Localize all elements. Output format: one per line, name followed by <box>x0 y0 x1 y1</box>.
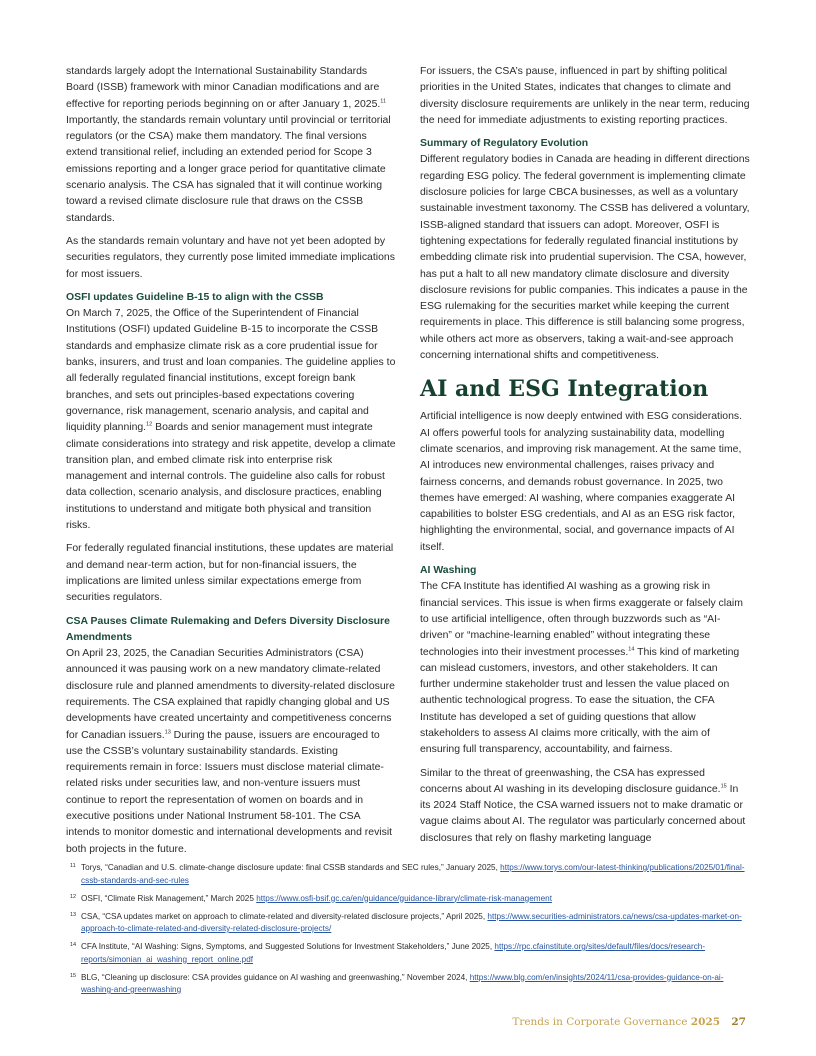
footnote-ref-15[interactable]: 15 <box>720 783 727 790</box>
footnotes <box>70 862 750 1002</box>
paragraph-csa-ai-washing: Similar to the threat of greenwashing, the CSA has expressed concerns about AI washing in its developing disclosure guidance.$^{15}$ In its 2024 Staff Notice, the CSA warned issuers not to make dramatic or vague claims about AI. The regulator was particularly concerned about disclosures that rely on flashy marketing language <box>420 767 746 844</box>
heading-ai-washing: AI Washing <box>420 565 477 577</box>
paragraph-ai-esg-intro: Artificial intelligence is now deeply entwined with ESG considerations. AI offers powerful tools for analyzing sustainability data, modelling climate scenarios, and improving risk management. At the same time, AI introduces new environmental challenges, raises privacy and fairness concerns, and demands robust governance. In 2025, two themes have emerged: AI washing, where companies exaggerate AI capabilities to bolster ESG credentials, and AI as an ESG risk factor, highlighting the environmental, social, and governance impacts of AI itself. <box>420 411 742 553</box>
paragraph-cfa-ai-washing: The CFA Institute has identified AI washing as a growing risk in financial services. This issue is when firms exaggerate or falsely claim to use artificial intelligence, often through buzzwords such as “AI-driven” or “machine-learning enabled” without integrating these technologies into their investment processes.$^{14}$ This kind of marketing can mislead customers, investors, and other stakeholders. It can further undermine stakeholder trust and lessen the value placed on authentic technological progress. To ease the situation, the CFA Institute has developed a set of guiding questions that allow stakeholders to assess AI claims more critically, with the aim of ensuring full transparency, accountability, and fairness. <box>420 581 743 756</box>
footnote-13 <box>70 911 750 936</box>
paragraph-regulatory-summary: Different regulatory bodies in Canada are heading in different directions regarding ESG policy. The federal government is implementing climate disclosure policies for large CBCA businesses, as well as a voluntary sustainable investment taxonomy. The CSSB has delivered a voluntary, ISSB-aligned standard that issuers can adopt. Moreover, OSFI is tightening expectations for federally regulated financial institutions by embedding climate risk into prudential supervision. The CSA, however, has put a halt to all new mandatory climate disclosure and diversity disclosure revisions for public companies. This indicates a pause in the ESG rulemaking for the securities market while keeping the current requirements in place. This difference is still balancing some progress, while others act more as observers, taking a wait-and-see approach concerning international shifts and competitiveness. <box>420 154 750 362</box>
footnote-12 <box>70 893 750 906</box>
footnote-ref-12[interactable]: 12 <box>146 421 153 428</box>
paragraph-issuers-pause: For issuers, the CSA’s pause, influenced in part by shifting political priorities in the United States, indicates that changes to climate and diversity disclosure requirements are unlikely in the near term, reducing the need for immediate adjustments to existing reporting practices. <box>420 66 750 126</box>
page-number: 27 <box>731 1016 746 1028</box>
footnote-link[interactable]: https://rpc.cfainstitute.org/sites/default/files/docs/research-reports/simonian_ai_washing_report_online.pdf <box>81 942 706 964</box>
footnote-link[interactable]: https://www.blg.com/en/insights/2024/11/csa-provides-guidance-on-ai-washing-and-greenwashing <box>81 972 724 994</box>
footer-year: 2025 <box>690 1016 721 1028</box>
heading-regulatory-summary: Summary of Regulatory Evolution <box>420 138 589 150</box>
footnote-14 <box>70 941 750 966</box>
paragraph-issb-standards: standards largely adopt the International Sustainability Standards Board (ISSB) framework with minor Canadian modifications and are effective for reporting periods beginning on or after January 1, 2025.11 Importantly, the standards remain voluntary until provincial or territorial regulators (or the CSA) make them mandatory. The final versions extend transitional relief, including an extended period for Scope 3 emissions reporting and a longer grace period for quantitative climate scenario analysis. The CSA has signaled that it will continue working toward a revised climate disclosure rule that draws on the CSSB standards. <box>66 66 391 224</box>
footnote-ref-14[interactable]: 14 <box>628 646 635 653</box>
footnote-link[interactable]: https://www.osfi-bsif.gc.ca/en/guidance/guidance-library/climate-risk-management <box>256 893 552 903</box>
footnote-number: 13 <box>70 911 77 918</box>
paragraph-federal-institutions: For federally regulated financial institutions, these updates are material and demand near-term action, but for non-financial issuers, the implications are limited unless similar expectations emerge from securities regulators. <box>66 543 394 604</box>
footnote-ref-11[interactable]: 11 <box>380 98 387 105</box>
heading-csa-pause: CSA Pauses Climate Rulemaking and Defers Diversity Disclosure Amendments <box>66 615 390 643</box>
heading-osfi-guideline: OSFI updates Guideline B-15 to align with the CSSB <box>66 291 324 303</box>
footnote-number: 12 <box>70 893 77 900</box>
page-footer <box>512 1016 746 1028</box>
footnote-15 <box>70 972 750 997</box>
paragraph-voluntary-standards: As the standards remain voluntary and have not yet been adopted by securities regulators, they currently pose limited immediate implications for most issuers. <box>66 235 395 280</box>
footnote-text: CFA Institute, “AI Washing: Signs, Symptoms, and Suggested Solutions for Investment Stakeholders,” June 2025, https://rpc.cfainstitute.org/sites/default/files/docs/research-reports/simonian_ai_washing_report_online.pdf <box>81 942 706 964</box>
footnote-number: 14 <box>70 942 77 948</box>
footnote-link[interactable]: https://www.torys.com/our-latest-thinking/publications/2025/01/final-cssb-standards-and-sec-rules <box>81 863 745 885</box>
footnote-text: OSFI, “Climate Risk Management,” March 2025 https://www.osfi-bsif.gc.ca/en/guidance/guidance-library/climate-risk-management <box>81 893 552 903</box>
footnote-text: Torys, “Canadian and U.S. climate-change disclosure update: final CSSB standards and SEC rules,” January 2025, https://www.torys.com/our-latest-thinking/publications/2025/01/final-cssb-standards-and-sec-rules <box>81 863 745 885</box>
section-title-ai-esg: AI and ESG Integration <box>420 376 709 403</box>
footnote-text: BLG, “Cleaning up disclosure: CSA provides guidance on AI washing and greenwashing,” November 2024, https://www.blg.com/en/insights/2024/11/csa-provides-guidance-on-ai-washing-and-greenwashing <box>81 972 724 994</box>
left-column <box>66 64 396 858</box>
footnote-number: 11 <box>70 863 76 869</box>
footer-title: Trends in Corporate Governance <box>512 1016 688 1028</box>
footnote-link[interactable]: https://www.securities-administrators.ca/news/csa-updates-market-on-approach-to-climate-related-and-diversity-related-disclosure-projects/ <box>81 911 742 933</box>
footnote-text: CSA, “CSA updates market on approach to climate-related and diversity-related disclosure projects,” April 2025, https://www.securities-administrators.ca/news/csa-updates-market-on-approach-to-climate-related-and-diversity-related-disclosure-projects/ <box>81 911 742 933</box>
footnote-ref-13[interactable]: 13 <box>164 729 171 736</box>
footnote-number: 15 <box>70 972 77 979</box>
paragraph-osfi-update: On March 7, 2025, the Office of the Superintendent of Financial Institutions (OSFI) updated Guideline B-15 to incorporate the CSSB standards and emphasize climate risk as a core prudential issue for banks, insurers, and trust and loan companies. The guideline applies to all federally regulated financial institutions, except foreign bank branches, and sets out principles-based expectations covering governance, risk management, scenario analysis, and capital and liquidity planning.$^{12}$ Boards and senior management must integrate climate considerations into strategy and risk appetite, develop a climate transition plan, and embed climate risk into enterprise risk management and internal controls. The guideline also calls for robust data collection, scenario analysis, and disclosure practices, enabling institutions to understand and mitigate both physical and transition risks. <box>66 308 396 532</box>
footnote-11 <box>70 862 750 887</box>
right-column <box>420 64 750 847</box>
paragraph-csa-pause: On April 23, 2025, the Canadian Securities Administrators (CSA) announced it was pausing work on a new mandatory climate-related disclosure rule and planned amendments to diversity-related disclosure requirements. The CSA explained that rapidly changing global and US developments have created uncertainty and competitiveness concerns for Canadian issuers.$^{13}$ During the pause, issuers are encouraged to use the CSSB’s voluntary sustainability standards. Existing requirements remain in force: Issuers must disclose material climate-related risks under securities law, and non-venture issuers must continue to report the representation of women on boards and in executive positions under National Instrument 58-101. The CSA intends to monitor domestic and international developments and revisit both projects in the future. <box>66 648 395 855</box>
